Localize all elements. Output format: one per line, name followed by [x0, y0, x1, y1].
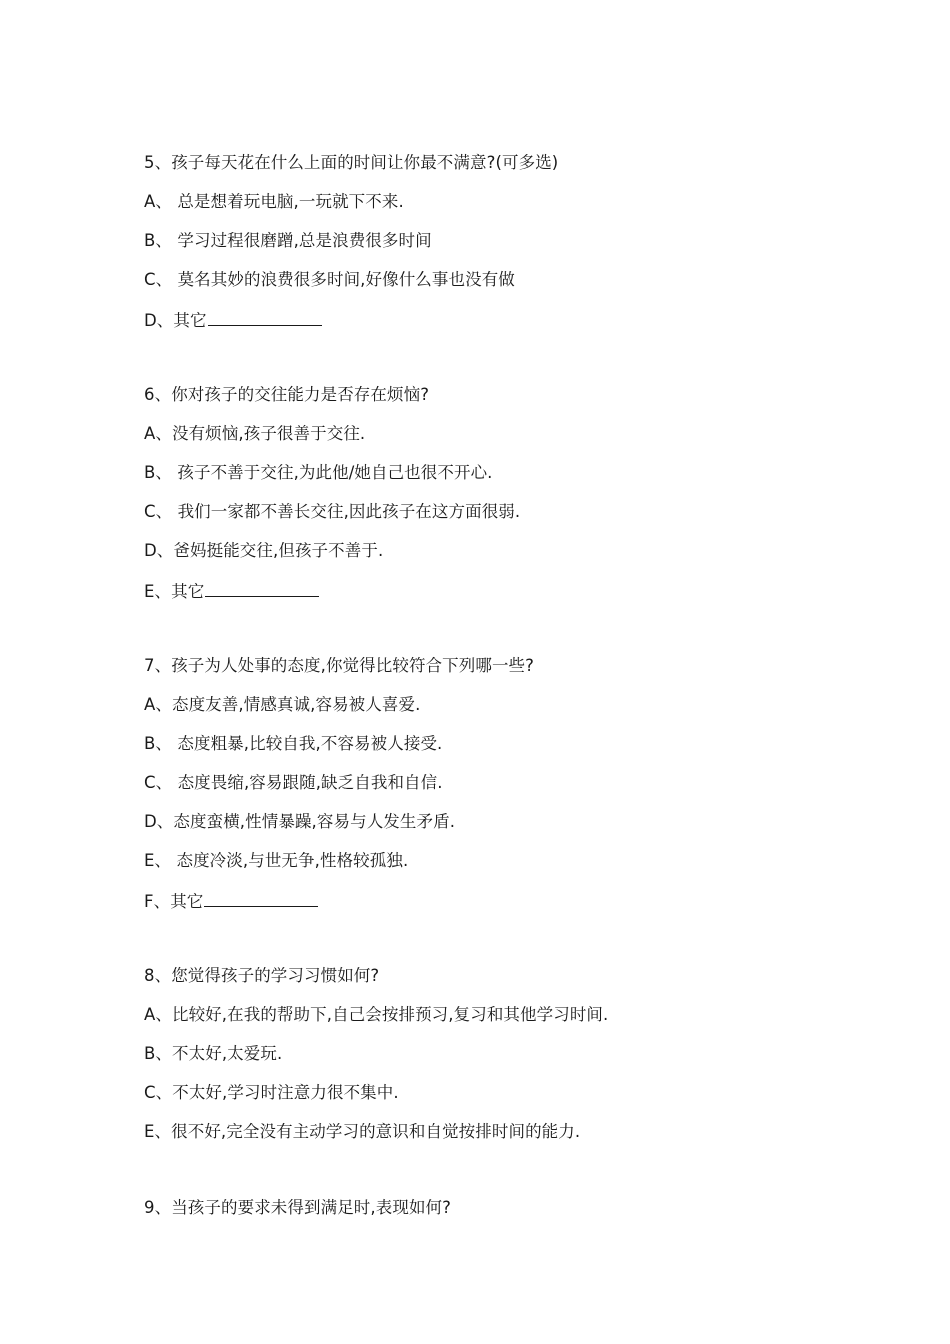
question-8-option-e: E、很不好,完全没有主动学习的意识和自觉按排时间的能力.: [144, 1122, 581, 1141]
question-8-option-b: B、不太好,太爱玩.: [144, 1044, 283, 1063]
question-7-option-d: D、态度蛮横,性情暴躁,容易与人发生矛盾.: [144, 812, 456, 831]
question-7-option-other: [144, 888, 318, 914]
question-6-option-c: C、 我们一家都不善长交往,因此孩子在这方面很弱.: [144, 502, 521, 521]
question-5-other-label: D、其它: [144, 311, 207, 330]
question-9-title: 9、当孩子的要求未得到满足时,表现如何?: [144, 1198, 452, 1217]
question-8-option-c: C、不太好,学习时注意力很不集中.: [144, 1083, 399, 1102]
question-7-option-b: B、 态度粗暴,比较自我,不容易被人接受.: [144, 734, 443, 753]
fill-in-blank: [208, 307, 322, 326]
question-6-option-b: B、 孩子不善于交往,为此他/她自己也很不开心.: [144, 463, 493, 482]
question-8-title: 8、您觉得孩子的学习习惯如何?: [144, 966, 380, 985]
question-5-option-other: [144, 307, 322, 333]
fill-in-blank: [205, 578, 319, 597]
question-6-option-d: D、爸妈挺能交往,但孩子不善于.: [144, 541, 384, 560]
fill-in-blank: [204, 888, 318, 907]
question-5-option-a: A、 总是想着玩电脑,一玩就下不来.: [144, 192, 404, 211]
question-5-title: 5、孩子每天花在什么上面的时间让你最不满意?(可多选): [144, 153, 559, 172]
question-7-option-c: C、 态度畏缩,容易跟随,缺乏自我和自信.: [144, 773, 443, 792]
question-6-title: 6、你对孩子的交往能力是否存在烦恼?: [144, 385, 430, 404]
question-6-other-label: E、其它: [144, 582, 205, 601]
question-5-option-c: C、 莫名其妙的浪费很多时间,好像什么事也没有做: [144, 270, 515, 289]
question-6-option-a: A、没有烦恼,孩子很善于交往.: [144, 424, 366, 443]
question-6-option-other: [144, 578, 319, 604]
question-7-other-label: F、其它: [144, 892, 204, 911]
question-8-option-a: A、比较好,在我的帮助下,自己会按排预习,复习和其他学习时间.: [144, 1005, 609, 1024]
question-7-option-a: A、态度友善,情感真诚,容易被人喜爱.: [144, 695, 421, 714]
question-5-option-b: B、 学习过程很磨蹭,总是浪费很多时间: [144, 231, 432, 250]
question-7-title: 7、孩子为人处事的态度,你觉得比较符合下列哪一些?: [144, 656, 534, 675]
question-7-option-e: E、 态度冷淡,与世无争,性格较孤独.: [144, 851, 409, 870]
